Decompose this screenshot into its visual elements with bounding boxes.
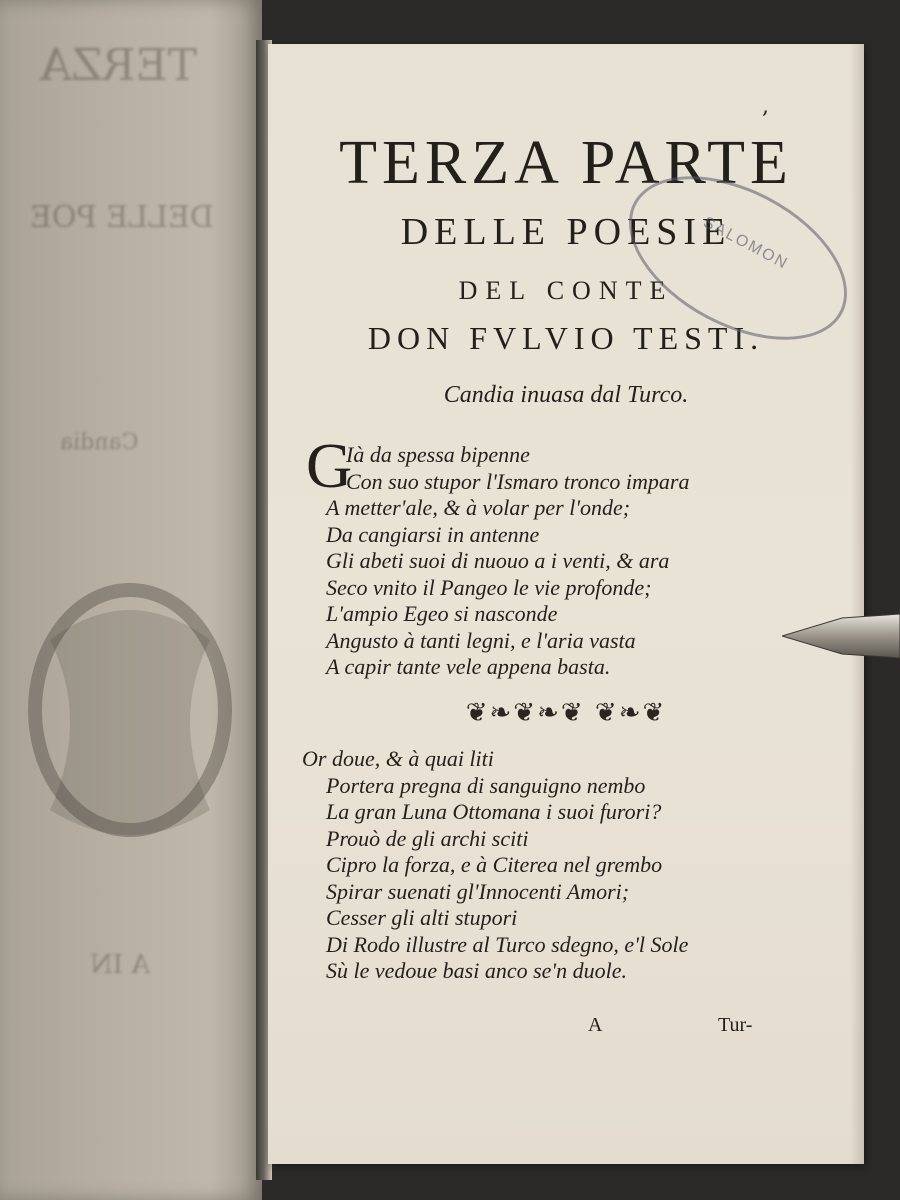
verse-line: Gli abeti suoi di nuouo a i venti, & ara (326, 548, 670, 573)
verse-line: La gran Luna Ottomana i suoi furori? (326, 799, 662, 824)
bleed-through-text: Candia (60, 430, 139, 455)
left-page (0, 0, 262, 1200)
verse-line: Seco vnito il Pangeo le vie profonde; (326, 574, 652, 600)
verse-line: Prouò de gli archi sciti (326, 825, 529, 851)
verse-line: Con suo stupor l'Ismaro tronco impara (346, 468, 690, 494)
stamp-text: SALOMON (700, 213, 792, 274)
verse-line: Portera pregna di sanguigno nembo (326, 772, 646, 798)
signature-letter: A (588, 1014, 603, 1036)
poem-subtitle: Candia inuasa dal Turco. (443, 382, 689, 408)
bleed-through-text: TERZA (40, 40, 197, 91)
catchword: Tur- (718, 1014, 753, 1036)
signature-mark: , (762, 94, 769, 119)
title-line-4: DON FVLVIO TESTI. (367, 320, 765, 356)
verse-line: Cesser gli alti stupori (326, 905, 518, 930)
verse-line: A capir tante vele appena basta. (326, 654, 611, 679)
verse-line: A metter'ale, & à volar per l'onde; (326, 495, 631, 520)
verse-line: Sù le vedoue basi anco se'n duole. (326, 958, 628, 983)
verse-line: Di Rodo illustre al Turco sdegno, e'l Sole (326, 931, 689, 957)
title-line-3: DEL CONTE (458, 276, 674, 305)
verse-line: Da cangiarsi in antenne (326, 521, 540, 547)
bleed-through-emblem (10, 560, 250, 890)
verse-line: Or doue, & à quai liti (302, 746, 494, 771)
verse-line: Angusto à tanti legni, e l'aria vasta (326, 627, 636, 653)
pencil-pointer (782, 606, 900, 666)
stanza-2 (302, 746, 688, 985)
verse-line: Ià da spessa bipenne (346, 442, 530, 467)
verse-line: Spirar suenati gl'Innocenti Amori; (326, 878, 630, 904)
printers-ornament: ❦❧❦❧❦ ❦❧❦ (465, 698, 667, 728)
title-line-1: TERZA PARTE (339, 129, 793, 197)
title-line-2: DELLE POESIE (400, 211, 732, 253)
bleed-through-text: DELLE POE (30, 200, 214, 235)
verse-line: L'ampio Egeo si nasconde (326, 601, 558, 626)
bleed-through-text: A IN (90, 950, 151, 980)
drop-cap: G (306, 430, 353, 501)
stanza-1 (326, 442, 690, 681)
verse-line: Cipro la forza, e à Citerea nel grembo (326, 852, 663, 877)
